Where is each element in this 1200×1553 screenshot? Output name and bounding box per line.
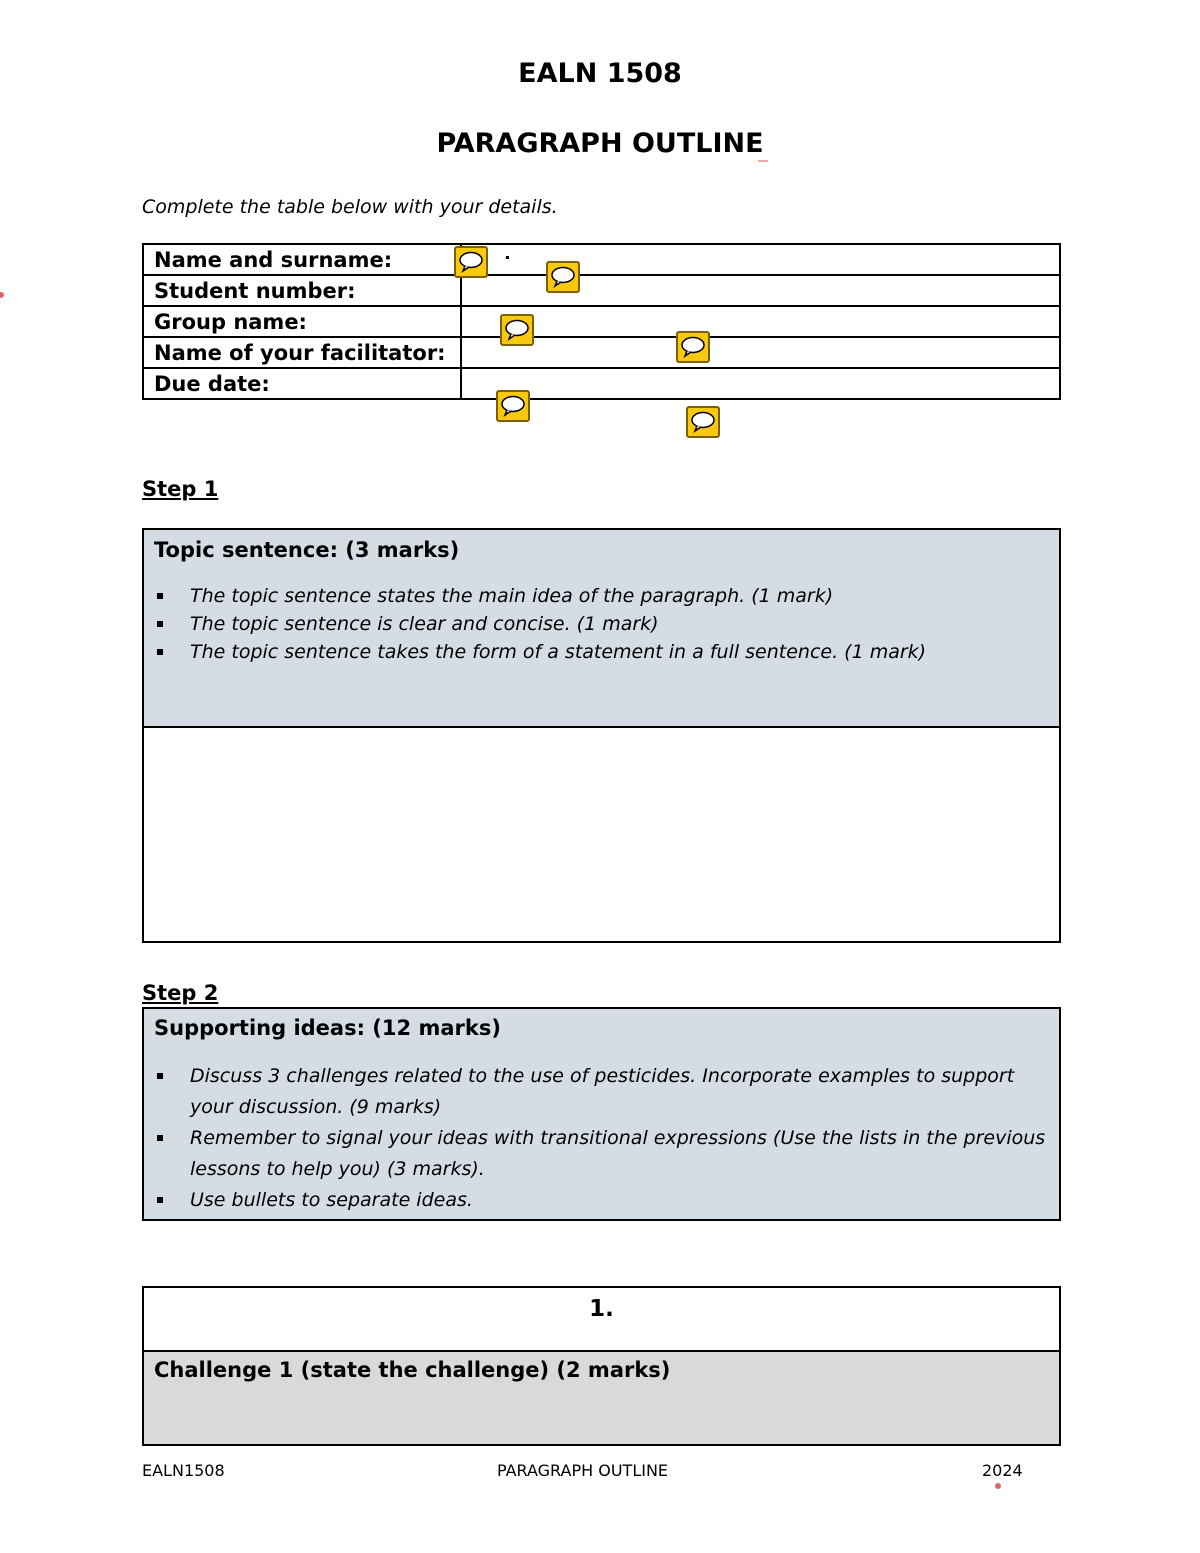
table-row [143, 275, 1060, 306]
supporting-ideas-criteria-list [154, 1061, 1049, 1216]
comment-icon[interactable] [500, 314, 534, 346]
list-item [154, 1061, 1049, 1123]
instruction-text: Complete the table below with your details. [142, 196, 558, 218]
details-label: Name of your facilitator: [143, 337, 461, 368]
list-item [154, 610, 1049, 638]
details-value-field[interactable] [461, 306, 1060, 337]
list-item [154, 1185, 1049, 1216]
footer-course-code: EALN1508 [142, 1461, 225, 1480]
list-item-text: The topic sentence states the main idea of the paragraph. (1 mark) [190, 585, 834, 607]
table-row [143, 368, 1060, 399]
list-item [154, 582, 1049, 610]
table-row [143, 306, 1060, 337]
challenge-number-cell: 1. [142, 1286, 1061, 1352]
bullet-icon [157, 649, 163, 655]
revision-marker [0, 292, 4, 298]
topic-sentence-title: Topic sentence: (3 marks) [154, 538, 460, 562]
bullet-icon [157, 1135, 163, 1141]
list-item-text: Use bullets to separate ideas. [190, 1189, 473, 1211]
list-item-text: Remember to signal your ideas with transitional expressions (Use the lists in the previous lessons to help you) (3 marks). [190, 1127, 1046, 1180]
step-1-heading: Step 1 [142, 477, 219, 501]
comment-icon[interactable] [686, 406, 720, 438]
challenge-1-cell[interactable]: Challenge 1 (state the challenge) (2 marks) [142, 1350, 1061, 1446]
table-row [143, 244, 1060, 275]
list-item [154, 1123, 1049, 1185]
details-label: Group name: [143, 306, 461, 337]
footer-doc-title: PARAGRAPH OUTLINE [496, 1461, 669, 1480]
bullet-icon [157, 1197, 163, 1203]
details-value-field[interactable] [461, 368, 1060, 399]
comment-icon[interactable] [496, 390, 530, 422]
comment-icon[interactable] [454, 246, 488, 278]
list-item [154, 638, 1049, 666]
comment-icon[interactable] [676, 331, 710, 363]
bullet-icon [157, 1073, 163, 1079]
list-item-text: Discuss 3 challenges related to the use of pesticides. Incorporate examples to support your discussion. (9 marks) [190, 1065, 1015, 1118]
document-title: PARAGRAPH OUTLINE [436, 128, 764, 159]
list-item-text: The topic sentence is clear and concise. (1 mark) [190, 613, 659, 635]
footer-year: 2024 [982, 1461, 1023, 1480]
details-value-field[interactable] [461, 337, 1060, 368]
revision-marker [995, 1483, 1001, 1489]
bullet-icon [157, 593, 163, 599]
supporting-ideas-instructions-box [142, 1007, 1061, 1221]
revision-marker [758, 160, 768, 162]
list-item-text: The topic sentence takes the form of a statement in a full sentence. (1 mark) [190, 641, 927, 663]
details-label: Due date: [143, 368, 461, 399]
student-details-table [142, 243, 1061, 400]
stray-dot [506, 256, 509, 259]
details-label: Student number: [143, 275, 461, 306]
table-row [143, 337, 1060, 368]
course-code-title: EALN 1508 [518, 58, 682, 89]
topic-sentence-criteria-list [154, 582, 1049, 666]
supporting-ideas-title: Supporting ideas: (12 marks) [154, 1016, 501, 1040]
comment-icon[interactable] [546, 261, 580, 293]
bullet-icon [157, 621, 163, 627]
details-label: Name and surname: [143, 244, 461, 275]
step-2-heading: Step 2 [142, 981, 219, 1005]
topic-sentence-answer-box[interactable] [142, 726, 1061, 943]
topic-sentence-instructions-box [142, 528, 1061, 728]
